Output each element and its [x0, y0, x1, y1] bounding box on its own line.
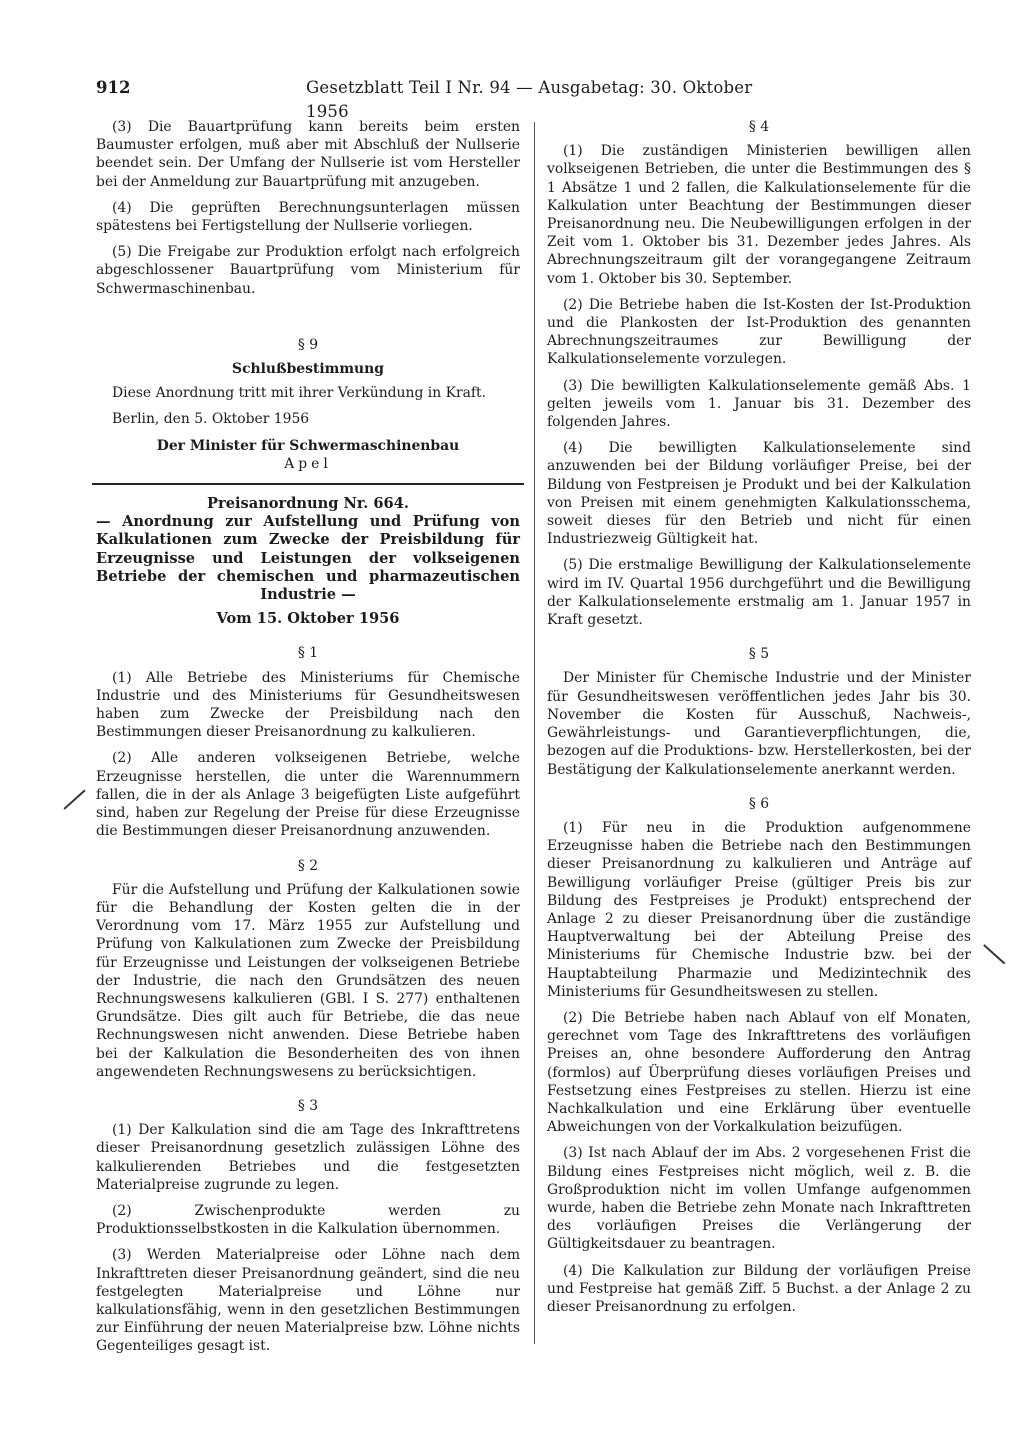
margin-pencil-mark: [63, 789, 85, 809]
section-number: § 3: [297, 1097, 319, 1114]
section-number: § 4: [748, 119, 770, 135]
place-date: Berlin, den 5. Oktober 1956: [112, 411, 310, 428]
right-column: [547, 118, 971, 1324]
minister-title: Der Minister für Schwermaschinenbau: [156, 437, 460, 454]
ordinance-subtitle: — Anordnung zur Aufstellung und Prüfung von Kalkulationen zum Zwecke der Preisbildung für Erzeugnisse und Leistungen der volkseigenen Betriebe der chemischen und pharmazeutischen Industrie —: [96, 513, 520, 604]
paragraph: (3) Die Bauartprüfung kann bereits beim ersten Baumuster erfolgen, muß aber mit Abschluß der Nullserie beendet sein. Der Umfang der Nullserie ist vom Hersteller bei der Anmeldung zur Bauartprüfung mit anzugeben.: [96, 119, 520, 190]
page-number: 912: [96, 78, 131, 97]
ordinance-title: Preisanordnung Nr. 664.: [207, 495, 409, 513]
section-number: § 2: [297, 857, 319, 874]
paragraph: (1) Der Kalkulation sind die am Tage des Inkrafttretens dieser Preisanordnung gesetzlich zulässigen Löhne des kalkulierenden Betriebes und die festgesetzten Materialpreise zugrunde zu legen.: [96, 1122, 520, 1193]
paragraph: (2) Die Betriebe haben die Ist-Kosten der Ist-Produktion und die Plankosten der Ist-Produktion des genannten Abrechnungszeitraumes zur Bewilligung der Kalkulationselemente vorzulegen.: [547, 296, 971, 368]
section-number: § 5: [748, 646, 770, 663]
section-number: § 9: [297, 336, 319, 353]
paragraph: (4) Die geprüften Berechnungsunterlagen müssen spätestens bei Fertigstellung der Nullserie vorliegen.: [96, 199, 520, 235]
paragraph: (5) Die erstmalige Bewilligung der Kalkulationselemente wird im IV. Quartal 1956 durchgeführt und die Bewilligung der Kalkulationselemente erstmalig am 1. Januar 1957 in Kraft gesetzt.: [547, 557, 971, 629]
ordinance-date: Vom 15. Oktober 1956: [216, 610, 400, 628]
paragraph: (4) Die bewilligten Kalkulationselemente sind anzuwenden bei der Bildung vorläufiger Preise, bei der Bildung von Festpreisen je Produkt und bei der Kalkulation von Preisen mit einem genehmigten Kalkulationsschema, soweit dieses für den Betrieb und nicht für einen Industriezweig Gültigkeit hat.: [547, 440, 971, 548]
paragraph: (5) Die Freigabe zur Produktion erfolgt nach erfolgreich abgeschlossener Bauartprüfung vom Ministerium für Schwermaschinenbau.: [96, 244, 520, 297]
paragraph: (1) Die zuständigen Ministerien bewilligen allen volkseigenen Betrieben, die unter die Bestimmungen des § 1 Absätze 1 und 2 fallen, die Kalkulationselemente für die Kalkulation unter Beachtung der Bestimmungen dieser Preisanordnung neu. Die Neubewilligungen erfolgen in der Zeit vom 1. Oktober bis 31. Dezember jedes Jahres. Als Abrechnungszeitraum gilt der vorangegangene Zeitraum vom 1. Oktober bis 30. September.: [547, 143, 971, 287]
paragraph: (3) Ist nach Ablauf der im Abs. 2 vorgesehenen Frist die Bildung eines Festpreises nicht möglich, weil z. B. die Großproduktion nicht im vollen Umfange aufgenommen wurde, haben die Betriebe zehn Monate nach Inkrafttreten des vorläufigen Preises die Verlängerung der Gültigkeitsdauer zu beantragen.: [547, 1145, 971, 1253]
paragraph: Der Minister für Chemische Industrie und der Minister für Gesundheitswesen veröffentlichen jedes Jahr bis 30. November die Kosten für Ausschuß, Nachweis-, Gewährleistungs- und Garantieverpflichtungen, die, bezogen auf die Produktions- bzw. Herstellerkosten, bei der Bestätigung der Kalkulationselemente anerkannt werden.: [547, 670, 971, 778]
paragraph: (2) Die Betriebe haben nach Ablauf von elf Monaten, gerechnet vom Tage des Inkrafttretens des vorläufigen Preises an, ohne besondere Aufforderung den Antrag (formlos) auf Überprüfung dieses vorläufigen Preises und Festsetzung eines Festpreises zu stellen. Hierzu ist eine Nachkalkulation und eine Erklärung über eventuelle Abweichungen von der Vorkalkulation beizufügen.: [547, 1009, 971, 1136]
spacer: [96, 306, 520, 320]
paragraph: Für die Aufstellung und Prüfung der Kalkulationen sowie für die Behandlung der Kosten gelten die in der Verordnung vom 17. März 1955 zur Aufstellung und Prüfung von Kalkulationen zum Zwecke der Preisbildung für Erzeugnisse und Leistungen der volkseigenen Betriebe der Industrie, die nach den Grundsätzen des neuen Rechnungswesens kalkulieren (GBl. I S. 277) enthaltenen Grundsätze. Dies gilt auch für Betriebe, die das neue Rechnungswesen nicht anwenden. Diese Betriebe haben bei der Kalkulation die Besonderheiten des von ihnen angewendeten Rechnungswesens zu berücksichtigen.: [96, 881, 520, 1080]
gazette-title: Gesetzblatt Teil I Nr. 94 — Ausgabetag: 30. Oktober 1956: [306, 78, 753, 121]
paragraph: (4) Die Kalkulation zur Bildung der vorläufigen Preise und Festpreise hat gemäß Ziff. 5 Buchst. a der Anlage 2 zu dieser Preisanordnung zu erfolgen.: [547, 1262, 971, 1315]
paragraph: (3) Werden Materialpreise oder Löhne nach dem Inkrafttreten dieser Preisanordnung geändert, sind die neu festgelegten Materialpreise und Löhne nur kalkulationsfähig, wenn in den gesetzlichen Bestimmungen zur Einführung der neuen Materialpreise bzw. Löhne nichts Gegenteiliges gesagt ist.: [96, 1247, 520, 1355]
left-column: [96, 118, 520, 1364]
paragraph: (1) Alle Betriebe des Ministeriums für Chemische Industrie und des Ministeriums für Gesundheitswesen haben zum Zwecke der Preisbildung nach den Bestimmungen dieser Preisanordnung zu kalkulieren.: [96, 669, 520, 741]
paragraph: (3) Die bewilligten Kalkulationselemente gemäß Abs. 1 gelten jeweils vom 1. Januar bis 31. Dezember des folgenden Jahres.: [547, 377, 971, 431]
paragraph: (2) Zwischenprodukte werden zu Produktionsselbstkosten in die Kalkulation übernommen.: [96, 1202, 520, 1238]
horizontal-rule: [92, 483, 524, 485]
page-header: [96, 76, 788, 121]
section-number: § 1: [297, 645, 319, 662]
margin-pencil-mark: [983, 944, 1005, 964]
paragraph: (1) Für neu in die Produktion aufgenommene Erzeugnisse haben die Betriebe nach den Bestimmungen dieser Preisanordnung zu kalkulieren und Anträge auf Bewilligung vorläufiger Preise (gültiger Preis bis zur Bildung des Festpreises je Produkt) entsprechend der Anlage 2 zu dieser Preisanordnung über die zuständige Hauptverwaltung bei der Abteilung Preise des Ministeriums für Chemische Industrie bzw. bei der Hauptabteilung Pharmazie und Medizintechnik des Ministeriums für Gesundheitswesen zu stellen.: [547, 819, 971, 1000]
column-divider: [534, 122, 535, 1344]
paragraph: Diese Anordnung tritt mit ihrer Verkündung in Kraft.: [112, 385, 487, 402]
section-number: § 6: [748, 795, 770, 812]
signature-name: Apel: [284, 455, 332, 472]
section-title: Schlußbestimmung: [232, 361, 384, 378]
paragraph: (2) Alle anderen volkseigenen Betriebe, welche Erzeugnisse herstellen, die unter die Warennummern fallen, die in der als Anlage 3 beigefügten Liste aufgeführt sind, haben zur Regelung der Preise für diese Erzeugnisse die Bestimmungen dieser Preisanordnung anzuwenden.: [96, 750, 520, 840]
